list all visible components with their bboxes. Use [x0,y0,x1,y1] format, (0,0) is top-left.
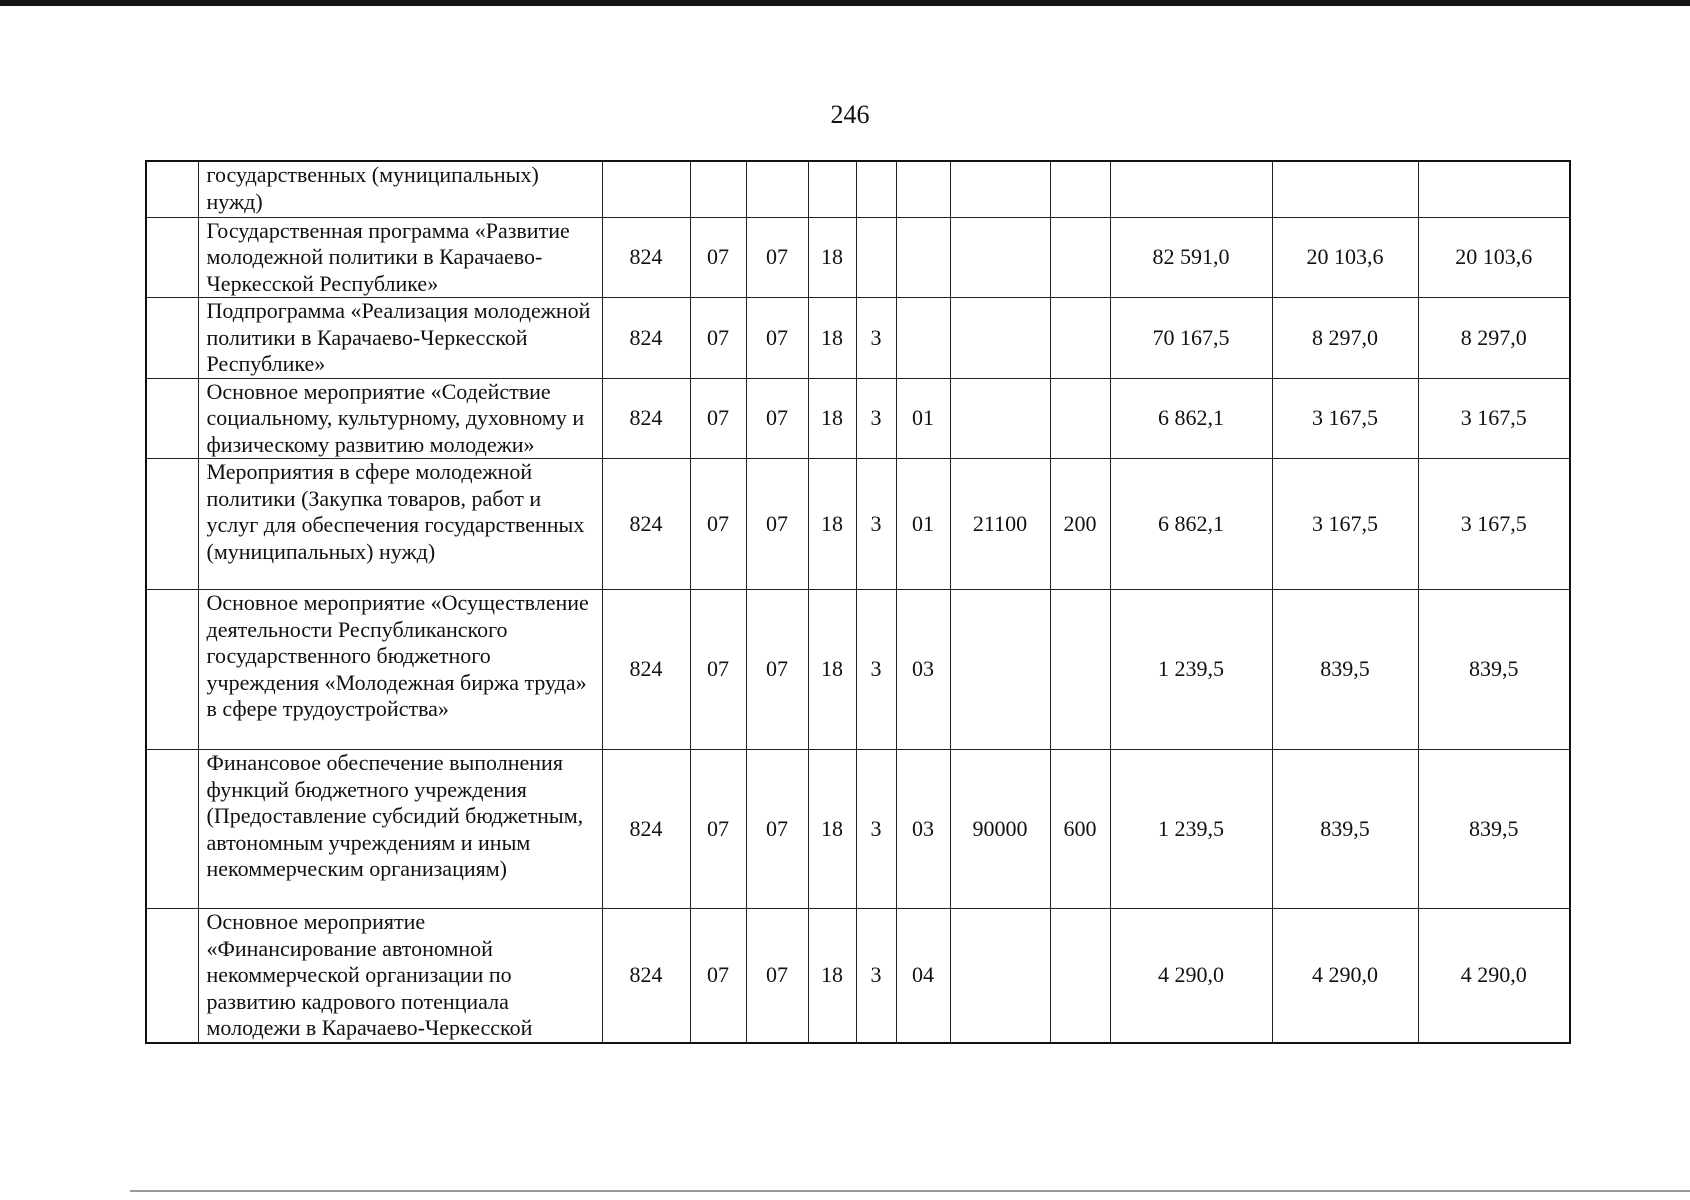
amount-year2-cell: 4 290,0 [1272,909,1418,1043]
section-code-cell: 07 [690,378,746,459]
table-row [146,161,1570,217]
subsection-code-cell: 07 [746,459,808,590]
amount-year2-cell [1272,161,1418,217]
direction-code-cell: 90000 [950,750,1050,909]
section-code-cell: 07 [690,459,746,590]
section-code-cell: 07 [690,298,746,379]
subprogram-code-cell: 3 [856,378,896,459]
amount-year1-cell: 70 167,5 [1110,298,1272,379]
program-code-cell: 18 [808,298,856,379]
amount-year3-cell: 8 297,0 [1418,298,1570,379]
amount-year3-cell: 4 290,0 [1418,909,1570,1043]
ministry-code-cell [602,161,690,217]
subprogram-code-cell: 3 [856,590,896,750]
ministry-code-cell: 824 [602,378,690,459]
bottom-scan-edge [130,1190,1690,1192]
section-code-cell: 07 [690,590,746,750]
item-name-cell: Мероприятия в сфере молодежной политики (Закупка товаров, работ и услуг для обеспечения государственных (муниципальных) нужд) [198,459,602,590]
top-scan-edge [0,0,1690,6]
expense-type-cell [1050,378,1110,459]
row-number-cell [146,459,198,590]
subprogram-code-cell [856,161,896,217]
table-row [146,298,1570,379]
subsection-code-cell [746,161,808,217]
direction-code-cell: 21100 [950,459,1050,590]
amount-year3-cell: 3 167,5 [1418,459,1570,590]
ministry-code-cell: 824 [602,909,690,1043]
ministry-code-cell: 824 [602,298,690,379]
program-code-cell: 18 [808,750,856,909]
row-number-cell [146,750,198,909]
subprogram-code-cell [856,217,896,298]
subprogram-code-cell: 3 [856,750,896,909]
amount-year1-cell [1110,161,1272,217]
amount-year2-cell: 20 103,6 [1272,217,1418,298]
amount-year1-cell: 4 290,0 [1110,909,1272,1043]
row-number-cell [146,161,198,217]
row-number-cell [146,590,198,750]
amount-year3-cell: 839,5 [1418,750,1570,909]
amount-year1-cell: 6 862,1 [1110,459,1272,590]
amount-year1-cell: 1 239,5 [1110,590,1272,750]
amount-year1-cell: 82 591,0 [1110,217,1272,298]
main-activity-code-cell [896,161,950,217]
main-activity-code-cell: 01 [896,378,950,459]
amount-year2-cell: 8 297,0 [1272,298,1418,379]
main-activity-code-cell: 01 [896,459,950,590]
ministry-code-cell: 824 [602,590,690,750]
amount-year2-cell: 3 167,5 [1272,378,1418,459]
table-row [146,750,1570,909]
ministry-code-cell: 824 [602,459,690,590]
table-row [146,217,1570,298]
item-name-cell: Основное мероприятие «Содействие социальному, культурному, духовному и физическому развитию молодежи» [198,378,602,459]
main-activity-code-cell: 04 [896,909,950,1043]
main-activity-code-cell: 03 [896,750,950,909]
item-name-cell: Финансовое обеспечение выполнения функций бюджетного учреждения (Предоставление субсидий бюджетным, автономным учреждениям и иным некоммерческим организациям) [198,750,602,909]
section-code-cell [690,161,746,217]
item-name-cell: Основное мероприятие «Осуществление деятельности Республиканского государственного бюджетного учреждения «Молодежная биржа труда» в сфере трудоустройства» [198,590,602,750]
subsection-code-cell: 07 [746,750,808,909]
table-row [146,378,1570,459]
amount-year2-cell: 3 167,5 [1272,459,1418,590]
row-number-cell [146,298,198,379]
ministry-code-cell: 824 [602,750,690,909]
amount-year3-cell: 3 167,5 [1418,378,1570,459]
page-number: 246 [830,100,870,129]
main-activity-code-cell: 03 [896,590,950,750]
program-code-cell: 18 [808,217,856,298]
amount-year2-cell: 839,5 [1272,750,1418,909]
subprogram-code-cell: 3 [856,459,896,590]
row-number-cell [146,378,198,459]
section-code-cell: 07 [690,909,746,1043]
row-number-cell [146,217,198,298]
direction-code-cell [950,217,1050,298]
budget-table [145,160,1571,1044]
item-name-cell: государственных (муниципальных) нужд) [198,161,602,217]
program-code-cell: 18 [808,909,856,1043]
amount-year2-cell: 839,5 [1272,590,1418,750]
direction-code-cell [950,909,1050,1043]
subsection-code-cell: 07 [746,590,808,750]
subprogram-code-cell: 3 [856,298,896,379]
expense-type-cell [1050,909,1110,1043]
expense-type-cell: 200 [1050,459,1110,590]
direction-code-cell [950,378,1050,459]
subprogram-code-cell: 3 [856,909,896,1043]
direction-code-cell [950,298,1050,379]
table-row [146,909,1570,1043]
table-row [146,459,1570,590]
main-activity-code-cell [896,298,950,379]
main-activity-code-cell [896,217,950,298]
amount-year1-cell: 6 862,1 [1110,378,1272,459]
expense-type-cell: 600 [1050,750,1110,909]
direction-code-cell [950,161,1050,217]
expense-type-cell [1050,590,1110,750]
item-name-cell: Подпрограмма «Реализация молодежной политики в Карачаево-Черкесской Республике» [198,298,602,379]
subsection-code-cell: 07 [746,378,808,459]
amount-year3-cell: 20 103,6 [1418,217,1570,298]
subsection-code-cell: 07 [746,217,808,298]
section-code-cell: 07 [690,217,746,298]
amount-year3-cell [1418,161,1570,217]
item-name-cell: Государственная программа «Развитие молодежной политики в Карачаево-Черкесской Республике» [198,217,602,298]
item-name-cell: Основное мероприятие «Финансирование автономной некоммерческой организации по развитию кадрового потенциала молодежи в Карачаево-Черкесской [198,909,602,1043]
direction-code-cell [950,590,1050,750]
subsection-code-cell: 07 [746,298,808,379]
expense-type-cell [1050,161,1110,217]
table-row [146,590,1570,750]
amount-year1-cell: 1 239,5 [1110,750,1272,909]
expense-type-cell [1050,217,1110,298]
program-code-cell [808,161,856,217]
subsection-code-cell: 07 [746,909,808,1043]
expense-type-cell [1050,298,1110,379]
section-code-cell: 07 [690,750,746,909]
amount-year3-cell: 839,5 [1418,590,1570,750]
ministry-code-cell: 824 [602,217,690,298]
program-code-cell: 18 [808,459,856,590]
row-number-cell [146,909,198,1043]
program-code-cell: 18 [808,590,856,750]
program-code-cell: 18 [808,378,856,459]
